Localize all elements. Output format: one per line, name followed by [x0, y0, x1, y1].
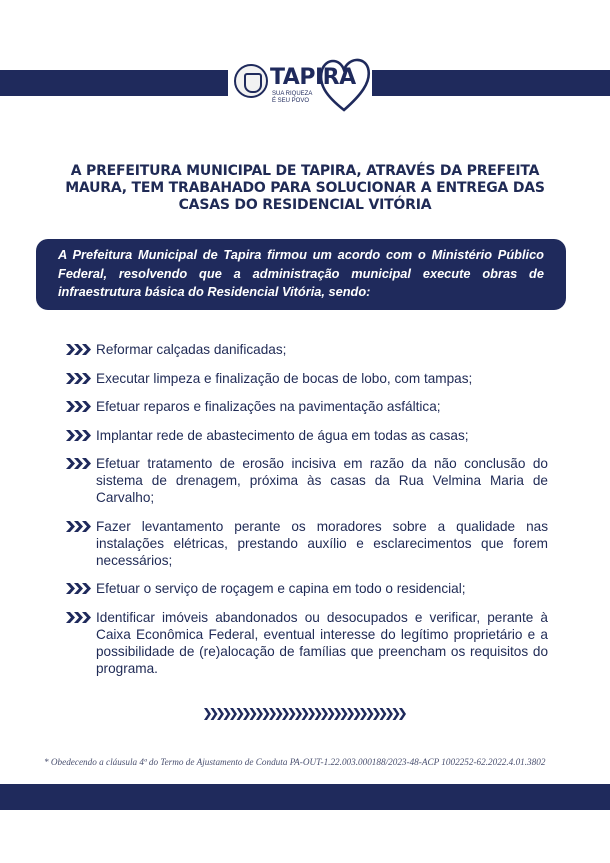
footer-band [0, 784, 610, 810]
triple-chevron-icon [66, 430, 92, 441]
list-item-text: Fazer levantamento perante os moradores sobre a qualidade nas instalações elétricas, prestando auxílio e esclarecimentos que forem necessários; [96, 518, 548, 568]
triple-chevron-icon [66, 458, 92, 469]
triple-chevron-icon [66, 521, 92, 532]
logo-name: TAPIRA [270, 65, 356, 90]
triple-chevron-icon [66, 344, 92, 355]
list-item-text: Efetuar o serviço de roçagem e capina em todo o residencial; [96, 581, 466, 596]
list-item-text: Executar limpeza e finalização de bocas de lobo, com tampas; [96, 370, 473, 386]
triple-chevron-icon [66, 373, 92, 384]
list-item [66, 370, 548, 387]
intro-box [36, 239, 566, 310]
list-item-text: Reformar calçadas danificadas; [96, 342, 287, 357]
tapira-logo [232, 56, 372, 114]
list-item [66, 455, 548, 506]
municipal-seal-icon [234, 64, 268, 98]
list-item [66, 427, 548, 444]
list-item [66, 398, 548, 415]
list-item [66, 518, 548, 569]
chevron-divider-icon [204, 708, 406, 720]
triple-chevron-icon [66, 612, 92, 623]
list-item-text: Identificar imóveis abandonados ou desocupados e verificar, perante à Caixa Econômica Federal, eventual interesse do legítimo proprietário e a possibilidade de (re)alocação de famílias que preencham os requisitos do programa. [96, 609, 548, 676]
triple-chevron-icon [66, 401, 92, 412]
logo-tagline-line1: SUA RIQUEZA [272, 91, 313, 97]
logo-tagline [272, 91, 312, 105]
list-item [66, 580, 548, 597]
triple-chevron-icon [66, 583, 92, 594]
header-band-left [0, 70, 228, 96]
list-item-text: Efetuar reparos e finalizações na pavimentação asfáltica; [96, 399, 441, 414]
list-item [66, 341, 548, 358]
list-item-text: Efetuar tratamento de erosão incisiva em razão da não conclusão do sistema de drenagem, próxima às casas da Rua Velmina Maria de Carvalho; [96, 456, 548, 505]
header-band-right [372, 70, 610, 96]
logo-tagline-line2: É SEU POVO [272, 98, 310, 104]
list-item [66, 609, 548, 677]
list-item-text: Implantar rede de abastecimento de água em todas as casas; [96, 427, 469, 443]
intro-text: A Prefeitura Municipal de Tapira firmou um acordo com o Ministério Público Federal, resolvendo que a administração municipal execute obras de infraestrutura básica do Residencial Vitória, sendo: [58, 247, 544, 299]
legal-footnote: * Obedecendo a cláusula 4ª do Termo de Ajustamento de Conduta PA-OUT-1.22.003.000188/2023-48-ACP 1002252-62.2022.4.01.3802 [44, 757, 546, 767]
action-list [66, 341, 548, 688]
page-headline: A PREFEITURA MUNICIPAL DE TAPIRA, ATRAVÉS DA PREFEITA MAURA, TEM TRABAHADO PARA SOLUCIONAR A ENTREGA DAS CASAS DO RESIDENCIAL VITÓRIA [65, 163, 545, 213]
